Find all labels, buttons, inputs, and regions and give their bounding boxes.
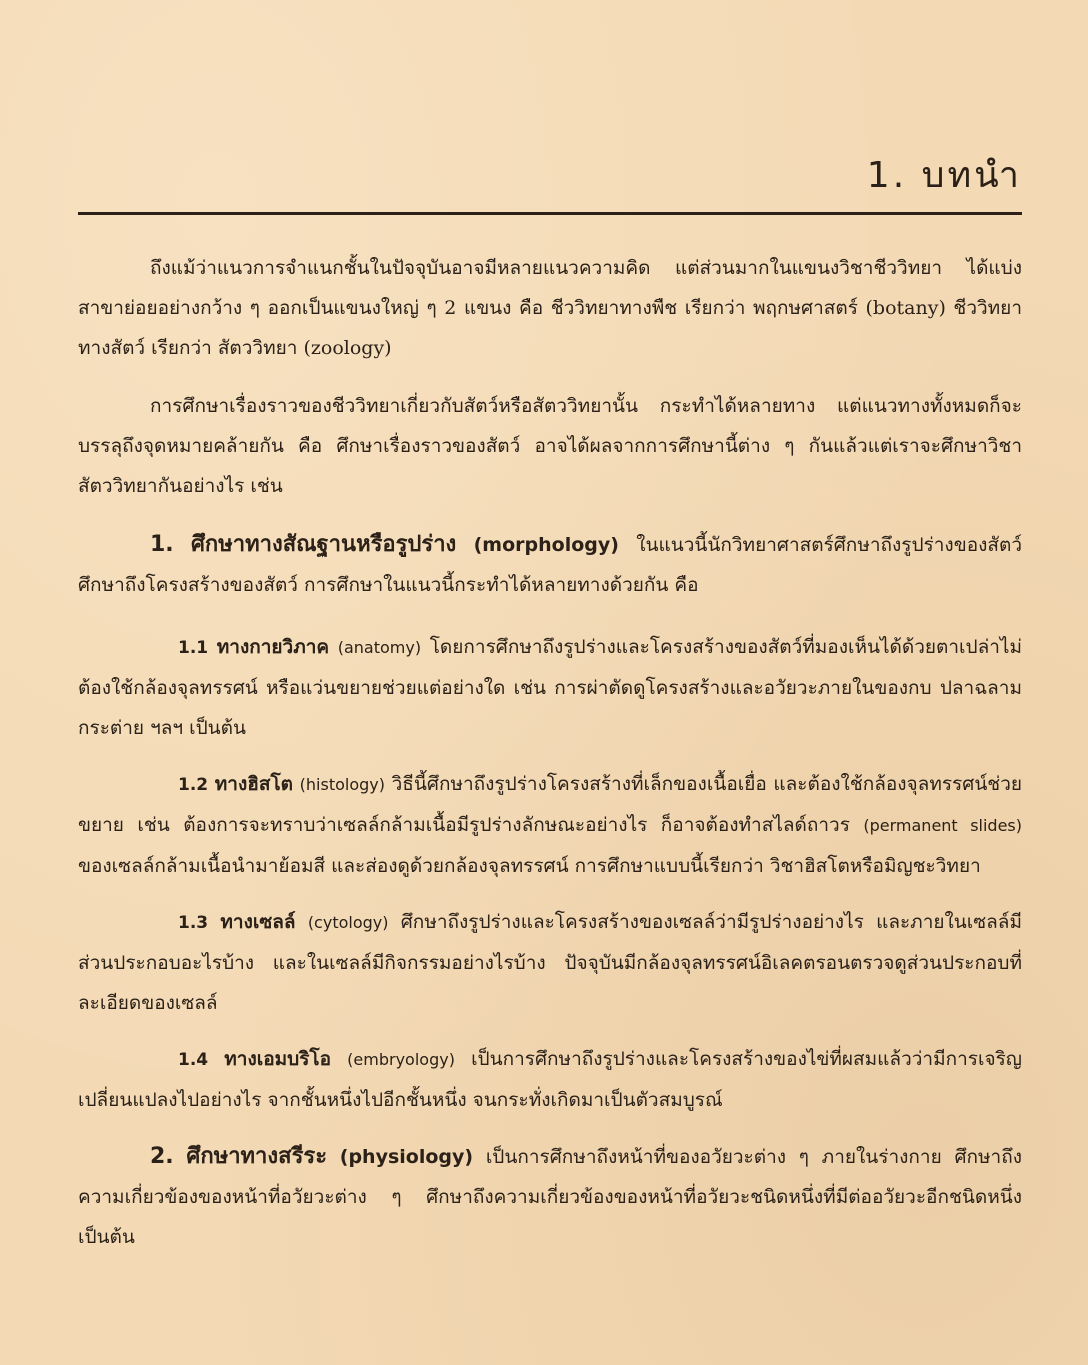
subsection-1-4-english-term: (embryology) bbox=[347, 1050, 455, 1069]
subsection-1-4-heading: ทางเอมบริโอ bbox=[224, 1048, 332, 1070]
subsection-1-3-number: 1.3 bbox=[178, 913, 209, 933]
book-page bbox=[78, 0, 1022, 1365]
subsection-1-1-number: 1.1 bbox=[178, 638, 209, 658]
subsection-1-3-english-term: (cytology) bbox=[307, 913, 389, 932]
subsection-1-2-english-term-2: (permanent slides) bbox=[863, 816, 1023, 835]
section-2-number: 2. bbox=[150, 1144, 174, 1169]
subsection-1-2-paragraph bbox=[78, 764, 1022, 886]
intro-paragraph-1: ถึงแม้ว่าแนวการจำแนกชั้นในปัจจุบันอาจมีหลายแนวความคิด แต่ส่วนมากในแขนงวิชาชีววิทยา ได้แบ่งสาขาย่อยอย่างกว้าง ๆ ออกเป็นแขนงใหญ่ ๆ 2 แขนง คือ ชีววิทยาทางพืช เรียกว่า พฤกษศาสตร์ (botany) ชีววิทยาทางสัตว์ เรียกว่า สัตววิทยา (zoology) bbox=[78, 257, 1022, 359]
subsection-1-1-english-term: (anatomy) bbox=[337, 638, 422, 657]
section-2-text: เป็นการศึกษาถึงหน้าที่ของอวัยวะต่าง ๆ ภายในร่างกาย ศึกษาถึงความเกี่ยวข้องของหน้าที่อวัยวะต่าง ๆ ศึกษาถึงความเกี่ยวข้องของหน้าที่อวัยวะชนิดหนึ่งที่มีต่ออวัยวะอีกชนิดหนึ่ง เป็นต้น bbox=[78, 1146, 1022, 1248]
subsection-1-1-text: โดยการศึกษาถึงรูปร่างและโครงสร้างของสัตว์ที่มองเห็นได้ด้วยตาเปล่าไม่ต้องใช้กล้องจุลทรรศน์ หรือแว่นขยายช่วยแต่อย่างใด เช่น การผ่าตัดดูโครงสร้างและอวัยวะภายในของกบ ปลาฉลาม กระต่าย ฯลฯ เป็นต้น bbox=[78, 636, 1022, 739]
subsection-1-3-text: ศึกษาถึงรูปร่างและโครงสร้างของเซลล์ว่ามีรูปร่างอย่างไร และภายในเซลล์มีส่วนประกอบอะไรบ้าง และในเซลล์มีกิจกรรมอย่างไรบ้าง ปัจจุบันมีกล้องจุลทรรศน์อิเลคตรอนตรวจดูส่วนประกอบที่ละเอียดของเซลล์ bbox=[78, 911, 1022, 1014]
subsection-1-3-paragraph bbox=[78, 902, 1022, 1023]
subsection-1-1-heading: ทางกายวิภาค bbox=[216, 636, 330, 658]
subsection-1-2-heading: ทางฮิสโต bbox=[214, 773, 293, 795]
subsection-1-3-heading: ทางเซลล์ bbox=[220, 911, 296, 933]
intro-paragraph-2: การศึกษาเรื่องราวของชีววิทยาเกี่ยวกับสัตว์หรือสัตววิทยานั้น กระทำได้หลายทาง แต่แนวทางทั้งหมดก็จะบรรลุถึงจุดหมายคล้ายกัน คือ ศึกษาเรื่องราวของสัตว์ อาจได้ผลจากการศึกษานี้ต่าง ๆ กันแล้วแต่เราจะศึกษาวิชาสัตววิทยากันอย่างไร เช่น bbox=[78, 395, 1022, 497]
subsection-1-2-text-2: ของเซลล์กล้ามเนื้อนำมาย้อมสี และส่องดูด้วยกล้องจุลทรรศน์ การศึกษาแบบนี้เรียกว่า วิชาฮิสโตหรือมิญชะวิทยา bbox=[78, 855, 981, 877]
section-1-number: 1. bbox=[150, 532, 174, 557]
subsection-1-1-paragraph bbox=[78, 627, 1022, 748]
chapter-body bbox=[78, 248, 1022, 1279]
section-2-paragraph bbox=[78, 1136, 1022, 1257]
section-1-english-term: (morphology) bbox=[473, 534, 619, 556]
section-1-paragraph bbox=[78, 524, 1022, 605]
subsection-1-2-english-term: (histology) bbox=[299, 775, 385, 794]
subsection-1-4-paragraph bbox=[78, 1039, 1022, 1120]
subsection-1-4-number: 1.4 bbox=[178, 1050, 209, 1070]
section-2-english-term: (physiology) bbox=[339, 1146, 474, 1168]
section-2-heading: ศึกษาทางสรีระ bbox=[186, 1143, 328, 1169]
chapter-title: 1. บทนำ bbox=[866, 155, 1022, 196]
title-rule bbox=[78, 212, 1022, 215]
subsection-1-4-text: เป็นการศึกษาถึงรูปร่างและโครงสร้างของไข่ที่ผสมแล้วว่ามีการเจริญเปลี่ยนแปลงไปอย่างไร จากชั้นหนึ่งไปอีกชั้นหนึ่ง จนกระทั่งเกิดมาเป็นตัวสมบูรณ์ bbox=[78, 1048, 1022, 1111]
section-1-text: ในแนวนี้นักวิทยาศาสตร์ศึกษาถึงรูปร่างของสัตว์ ศึกษาถึงโครงสร้างของสัตว์ การศึกษาในแนวนี้กระทำได้หลายทางด้วยกัน คือ bbox=[78, 534, 1022, 596]
section-1-heading: ศึกษาทางสัณฐานหรือรูปร่าง bbox=[190, 531, 457, 557]
subsection-1-2-number: 1.2 bbox=[178, 775, 209, 795]
subsection-1-2-text: วิธีนี้ศึกษาถึงรูปร่างโครงสร้างที่เล็กของเนื้อเยื่อ และต้องใช้กล้องจุลทรรศน์ช่วยขยาย เช่น ต้องการจะทราบว่าเซลล์กล้ามเนื้อมีรูปร่างลักษณะอย่างไร ก็อาจต้องทำสไลด์ถาวร bbox=[78, 773, 1023, 836]
